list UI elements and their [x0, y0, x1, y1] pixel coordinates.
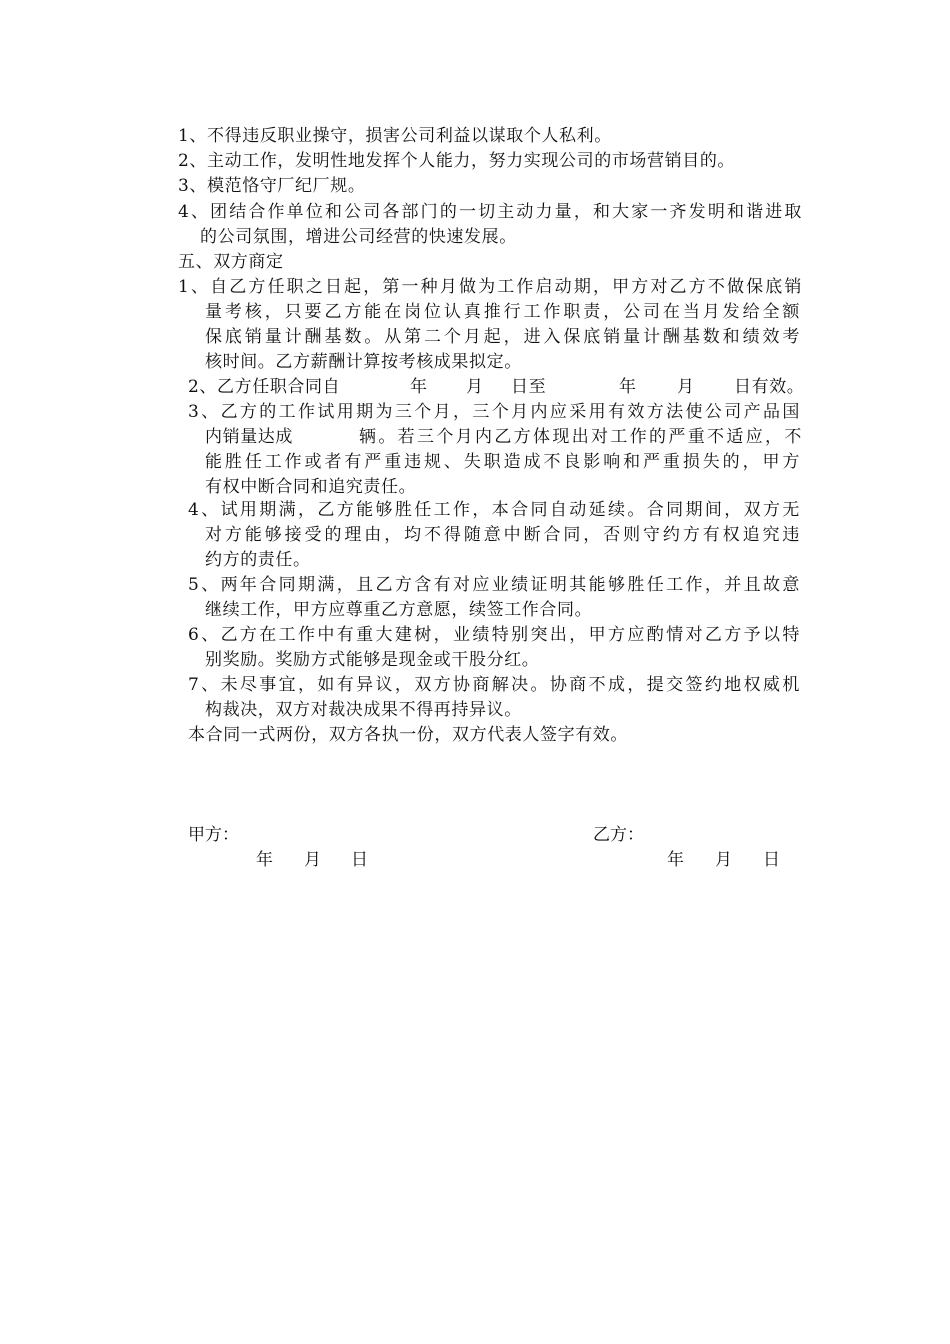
obligation-1: 1、不得违反职业操守，损害公司利益以谋取个人私利。	[178, 126, 612, 146]
item-2-month-1: 月	[466, 377, 484, 397]
item-1-line-3: 保底销量计酬基数。从第二个月起，进入保底销量计酬基数和绩效考	[205, 327, 800, 347]
item-2-month-2: 月	[677, 377, 695, 397]
party-b-month: 月	[715, 850, 732, 870]
item-2-year-1: 年	[410, 377, 428, 397]
item-2-year-2: 年	[619, 377, 637, 397]
item-3-line-1: 3、乙方的工作试用期为三个月，三个月内应采用有效方法使公司产品国	[188, 402, 800, 422]
obligation-3: 3、模范恪守厂纪厂规。	[178, 176, 366, 196]
obligation-2: 2、主动工作，发明性地发挥个人能力，努力实现公司的市场营销目的。	[178, 151, 736, 171]
obligation-4: 4、团结合作单位和公司各部门的一切主动力量，和大家一齐发明和谐进取	[178, 202, 802, 222]
party-b-label: 乙方：	[593, 825, 644, 845]
item-2-day-1: 日至	[511, 377, 547, 397]
section-heading: 五、双方商定	[178, 252, 284, 272]
item-4-line-3: 约方的责任。	[205, 550, 311, 570]
item-6-line-1: 6、乙方在工作中有重大建树，业绩特别突出，甲方应酌情对乙方予以特	[188, 625, 800, 645]
party-a-year: 年	[256, 850, 273, 870]
party-b-year: 年	[667, 850, 684, 870]
item-3-line-2a: 内销量达成	[205, 427, 293, 447]
party-a-month: 月	[304, 850, 321, 870]
obligation-4-cont: 的公司氛围，增进公司经营的快速发展。	[200, 227, 517, 247]
item-3-line-2b: 辆。若三个月内乙方体现出对工作的严重不适应，不	[359, 427, 802, 447]
item-6-line-2: 别奖励。奖励方式能够是现金或干股分红。	[205, 650, 540, 670]
item-5-line-1: 5、两年合同期满，且乙方含有对应业绩证明其能够胜任工作，并且故意	[188, 575, 800, 595]
item-1-line-1: 1、自乙方任职之日起，第一种月做为工作启动期，甲方对乙方不做保底销	[178, 277, 802, 297]
item-7-line-2: 构裁决，双方对裁决成果不得再持异议。	[205, 700, 522, 720]
item-2-day-2: 日有效。	[734, 377, 805, 397]
item-5-line-2: 继续工作，甲方应尊重乙方意愿，续签工作合同。	[205, 600, 593, 620]
closing-statement: 本合同一式两份，双方各执一份，双方代表人签字有效。	[188, 725, 628, 745]
item-2-prefix: 2、乙方任职合同自	[188, 377, 341, 397]
party-a-label: 甲方：	[188, 825, 239, 845]
party-b-day: 日	[763, 850, 780, 870]
item-1-line-4: 核时间。乙方薪酬计算按考核成果拟定。	[205, 352, 522, 372]
party-a-day: 日	[351, 850, 368, 870]
item-4-line-2: 对方能够接受的理由，均不得随意中断合同，否则守约方有权追究违	[205, 525, 800, 545]
item-7-line-1: 7、未尽事宜，如有异议，双方协商解决。协商不成，提交签约地权威机	[188, 675, 800, 695]
item-4-line-1: 4、试用期满，乙方能够胜任工作，本合同自动延续。合同期间，双方无	[188, 500, 800, 520]
item-3-line-4: 有权中断合同和追究责任。	[205, 477, 417, 497]
item-1-line-2: 量考核，只要乙方能在岗位认真推行工作职责，公司在当月发给全额	[205, 302, 800, 322]
item-3-line-3: 能胜任工作或者有严重违规、失职造成不良影响和严重损失的，甲方	[205, 452, 800, 472]
